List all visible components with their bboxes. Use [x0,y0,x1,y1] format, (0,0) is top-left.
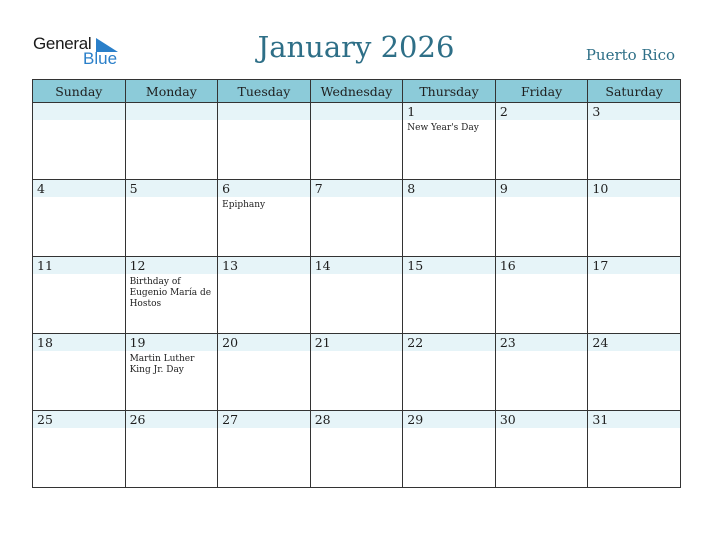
day-number: 14 [311,257,403,274]
empty-day-cell [125,103,218,180]
day-cell[interactable] [403,257,496,334]
brand-logo-word2: Blue [83,49,118,68]
weekday-header: Sunday [33,80,126,103]
region-label: Puerto Rico [585,46,675,64]
day-number: 17 [588,257,680,274]
calendar-grid [32,79,681,488]
empty-day-cell [33,103,126,180]
day-cell[interactable] [33,180,126,257]
day-number: 30 [496,411,588,428]
day-number: 29 [403,411,495,428]
weekday-header: Wednesday [310,80,403,103]
day-number: 24 [588,334,680,351]
day-number: 4 [33,180,125,197]
day-number: 25 [33,411,125,428]
day-cell[interactable] [403,180,496,257]
day-number: 22 [403,334,495,351]
day-number: 31 [588,411,680,428]
day-number: 9 [496,180,588,197]
day-number [33,103,125,120]
day-cell[interactable] [588,103,681,180]
day-number: 5 [126,180,218,197]
day-cell[interactable] [218,334,311,411]
weekday-header: Saturday [588,80,681,103]
weekday-header: Monday [125,80,218,103]
day-number: 21 [311,334,403,351]
holiday-label: Martin Luther King Jr. Day [129,354,195,375]
day-cell[interactable] [495,103,588,180]
day-cell[interactable] [125,180,218,257]
day-cell[interactable] [125,411,218,488]
weekday-header: Friday [495,80,588,103]
day-number: 26 [126,411,218,428]
day-number: 23 [496,334,588,351]
empty-day-cell [310,103,403,180]
week-row [33,180,681,257]
day-cell[interactable] [403,411,496,488]
weekday-header: Tuesday [218,80,311,103]
day-cell[interactable] [495,334,588,411]
day-number: 1 [403,103,495,120]
day-number: 27 [218,411,310,428]
day-cell[interactable] [588,334,681,411]
day-cell[interactable] [495,180,588,257]
holiday-label: New Year's Day [407,123,479,133]
day-cell[interactable] [218,257,311,334]
day-number [126,103,218,120]
day-number: 28 [311,411,403,428]
day-cell[interactable] [588,257,681,334]
brand-logo-word1: General [33,34,92,53]
day-cell[interactable] [588,411,681,488]
weekday-header: Thursday [403,80,496,103]
day-cell[interactable] [33,257,126,334]
day-number: 13 [218,257,310,274]
day-cell[interactable] [33,334,126,411]
day-number: 3 [588,103,680,120]
day-number: 10 [588,180,680,197]
day-cell[interactable] [218,180,311,257]
day-cell[interactable] [495,257,588,334]
day-cell[interactable] [403,334,496,411]
day-number: 11 [33,257,125,274]
day-number: 20 [218,334,310,351]
day-cell[interactable] [125,257,218,334]
day-number [218,103,310,120]
day-number: 12 [126,257,218,274]
day-cell[interactable] [310,180,403,257]
day-number: 8 [403,180,495,197]
week-row [33,103,681,180]
day-cell[interactable] [310,334,403,411]
day-number: 19 [126,334,218,351]
day-cell[interactable] [33,411,126,488]
empty-day-cell [218,103,311,180]
week-row [33,334,681,411]
day-number: 16 [496,257,588,274]
weekday-header-row [33,80,681,103]
holiday-label: Birthday of Eugenio María de Hostos [129,277,212,309]
day-number [311,103,403,120]
day-cell[interactable] [125,334,218,411]
week-row [33,411,681,488]
day-cell[interactable] [403,103,496,180]
week-row [33,257,681,334]
day-cell[interactable] [310,257,403,334]
day-cell[interactable] [495,411,588,488]
day-number: 6 [218,180,310,197]
day-number: 7 [311,180,403,197]
day-cell[interactable] [588,180,681,257]
day-cell[interactable] [310,411,403,488]
day-number: 18 [33,334,125,351]
day-number: 2 [496,103,588,120]
day-cell[interactable] [218,411,311,488]
day-number: 15 [403,257,495,274]
holiday-label: Epiphany [222,200,266,210]
page-title: January 2026 [257,30,455,64]
